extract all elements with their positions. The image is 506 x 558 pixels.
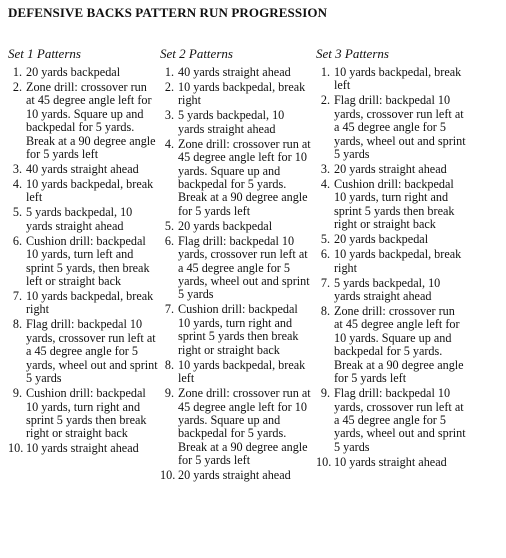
item-text: 5 yards backpedal, 10 yards straight ahead	[334, 275, 441, 304]
item-number: 2.	[320, 93, 330, 108]
item-number: 5.	[320, 232, 330, 247]
item-text: Cushion drill: backpedal 10 yards, turn left and sprint 5 yards, then break left or straight back	[26, 233, 150, 289]
list-item	[8, 81, 158, 161]
list-item	[8, 387, 158, 441]
set-1-heading: Set 1 Patterns	[8, 46, 81, 61]
list-item	[160, 303, 312, 357]
item-text: Zone drill: crossover run at 45 degree angle left for 10 yards. Square up and backpedal for 5 yards. Break at a 90 degree angle for 5 yards left	[334, 304, 464, 386]
item-number: 1.	[12, 65, 22, 79]
document-title: DEFENSIVE BACKS PATTERN RUN PROGRESSION	[8, 5, 328, 20]
item-text: 5 yards backpedal, 10 yards straight ahead	[178, 108, 285, 136]
item-text: Flag drill: backpedal 10 yards, crossover run left at a 45 degree angle for 5 yards, wheel out and sprint 5 yards	[178, 233, 310, 302]
list-item	[316, 277, 466, 304]
item-text: Zone drill: crossover run at 45 degree angle left for 10 yards. Square up and backpedal for 5 yards. Break at a 90 degree angle for 5 yards left	[26, 80, 156, 162]
item-number: 3.	[164, 108, 174, 123]
item-text: 20 yards backpedal	[26, 65, 121, 79]
list-item	[8, 290, 158, 317]
list-item	[160, 220, 312, 233]
list-item	[316, 66, 466, 93]
item-number: 5.	[12, 205, 22, 220]
item-number: 7.	[12, 289, 22, 304]
item-text: 20 yards backpedal	[178, 218, 273, 233]
list-item	[160, 81, 312, 108]
item-text: Zone drill: crossover run at 45 degree angle left for 10 yards. Square up and backpedal for 5 yards. Break at a 90 degree angle for 5 yards left	[178, 386, 311, 468]
item-text: 10 yards backpedal, break left	[334, 65, 462, 93]
item-text: 10 yards backpedal, break right	[178, 80, 306, 108]
item-text: 20 yards backpedal	[334, 232, 429, 247]
item-text: 20 yards straight ahead	[178, 468, 291, 483]
item-number: 9.	[320, 386, 330, 401]
item-number: 7.	[164, 302, 174, 317]
item-number: 6.	[12, 233, 22, 248]
list-item	[8, 442, 158, 455]
list-item	[316, 248, 466, 275]
item-text: 20 yards straight ahead	[334, 162, 447, 177]
item-number: 10.	[8, 441, 24, 456]
item-number: 4.	[12, 177, 22, 192]
item-number: 6.	[164, 233, 174, 248]
item-number: 10.	[160, 468, 176, 483]
list-item	[316, 387, 466, 454]
item-text: 10 yards straight ahead	[334, 454, 447, 469]
item-number: 9.	[12, 386, 22, 401]
item-text: Zone drill: crossover run at 45 degree angle left for 10 yards. Square up and backpedal for 5 yards. Break at a 90 degree angle for 5 yards left	[178, 136, 311, 218]
list-item	[160, 469, 312, 482]
set-1-list	[8, 66, 158, 456]
item-number: 6.	[320, 247, 330, 262]
list-item	[316, 305, 466, 385]
item-text: 10 yards straight ahead	[26, 441, 139, 456]
item-text: 10 yards backpedal, break right	[26, 289, 154, 317]
set-3-list	[316, 66, 466, 469]
list-item	[160, 109, 312, 136]
list-item	[316, 456, 466, 469]
item-number: 1.	[164, 65, 174, 79]
item-text: 5 yards backpedal, 10 yards straight ahead	[26, 205, 133, 233]
item-number: 2.	[164, 80, 174, 94]
set-3-heading: Set 3 Patterns	[316, 46, 389, 61]
item-text: Cushion drill: backpedal 10 yards, turn right and sprint 5 yards then break right or straight back	[334, 177, 455, 232]
item-text: Flag drill: backpedal 10 yards, crossover run left at a 45 degree angle for 5 yards, wheel out and sprint 5 yards	[26, 317, 158, 386]
item-text: 10 yards backpedal, break right	[334, 247, 462, 275]
item-text: 10 yards backpedal, break left	[178, 357, 306, 386]
set-2-column	[160, 46, 312, 484]
item-number: 8.	[320, 304, 330, 319]
list-item	[8, 318, 158, 385]
item-text: Cushion drill: backpedal 10 yards, turn right and sprint 5 yards then break right or straight back	[26, 386, 147, 441]
item-number: 4.	[320, 177, 330, 192]
list-item	[8, 163, 158, 176]
set-2-heading: Set 2 Patterns	[160, 46, 233, 61]
item-number: 7.	[320, 275, 330, 290]
set-3-column	[316, 46, 466, 471]
item-text: Cushion drill: backpedal 10 yards, turn right and sprint 5 yards then break right or straight back	[178, 302, 299, 357]
list-item	[316, 163, 466, 176]
list-item	[316, 178, 466, 232]
list-item	[316, 233, 466, 246]
item-number: 8.	[164, 357, 174, 372]
item-number: 2.	[12, 80, 22, 94]
list-item	[8, 66, 158, 79]
list-item	[160, 235, 312, 302]
item-text: 40 yards straight ahead	[178, 65, 291, 79]
item-number: 3.	[320, 162, 330, 177]
item-text: 10 yards backpedal, break left	[26, 177, 154, 205]
list-item	[160, 66, 312, 79]
list-item	[8, 206, 158, 233]
set-2-list	[160, 66, 312, 483]
item-number: 10.	[316, 454, 332, 469]
set-1-column	[8, 46, 158, 457]
item-number: 3.	[12, 162, 22, 177]
item-number: 5.	[164, 218, 174, 233]
item-number: 8.	[12, 317, 22, 332]
item-text: 40 yards straight ahead	[26, 162, 139, 177]
list-item	[316, 94, 466, 161]
list-item	[160, 359, 312, 386]
item-number: 4.	[164, 136, 174, 151]
item-text: Flag drill: backpedal 10 yards, crossover run left at a 45 degree angle for 5 yards, wheel out and sprint 5 yards	[334, 386, 466, 454]
list-item	[8, 235, 158, 289]
list-item	[8, 178, 158, 205]
list-item	[160, 138, 312, 218]
item-number: 1.	[320, 65, 330, 79]
item-text: Flag drill: backpedal 10 yards, crossover run left at a 45 degree angle for 5 yards, wheel out and sprint 5 yards	[334, 93, 466, 162]
item-number: 9.	[164, 386, 174, 401]
list-item	[160, 387, 312, 467]
